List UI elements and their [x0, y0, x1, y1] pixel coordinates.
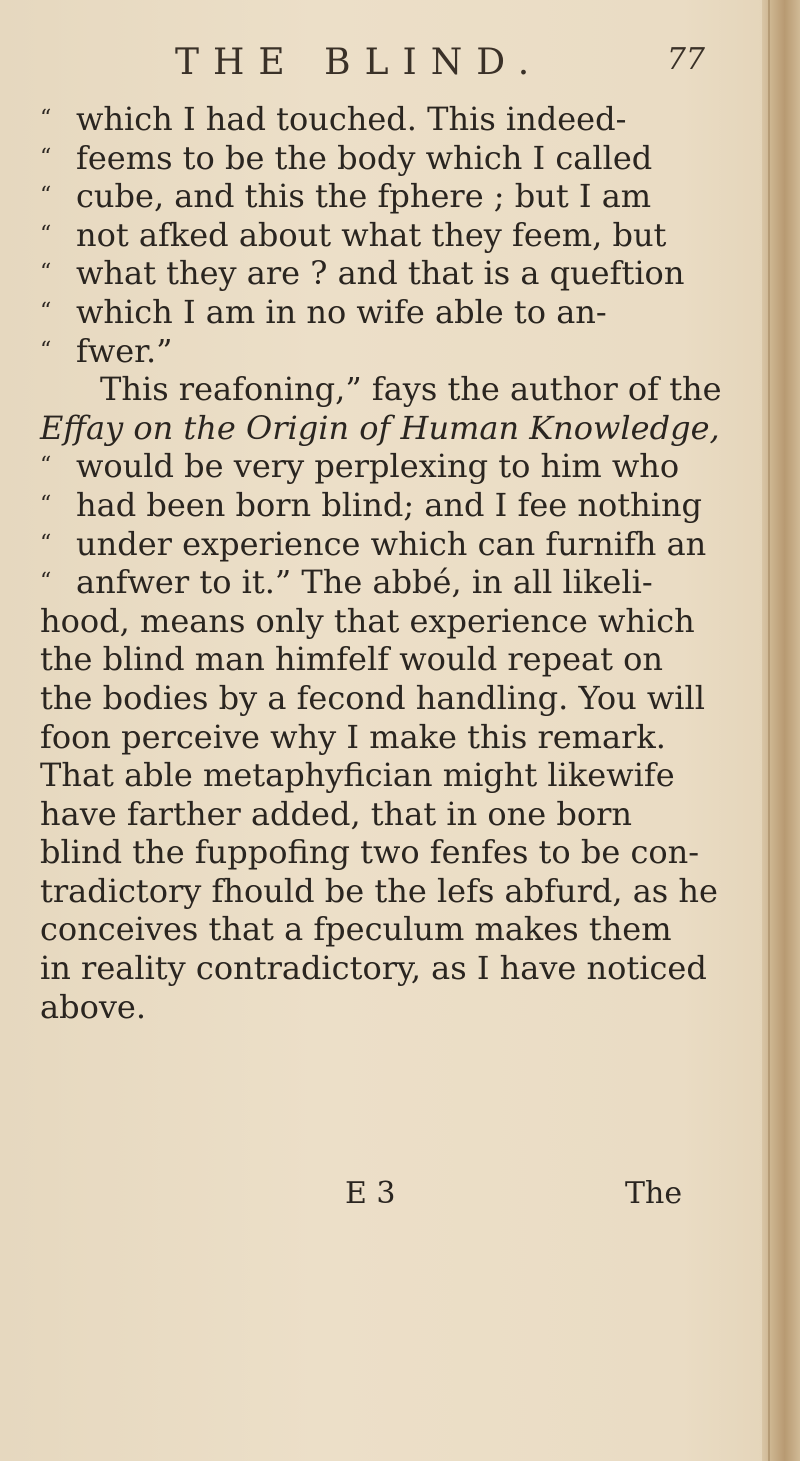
line-text: feems to be the body which I called — [76, 138, 653, 177]
text-line — [40, 756, 760, 795]
line-text: would be very perplexing to him who — [76, 447, 680, 486]
line-text: not afked about what they feem, but — [76, 215, 667, 254]
text-line — [40, 332, 760, 371]
quote-mark: “ — [40, 491, 52, 517]
signature-mark: E 3 — [345, 1176, 396, 1211]
line-text: hood, means only that experience which — [40, 601, 695, 640]
text-line — [40, 949, 760, 988]
line-text: what they are ? and that is a queftion — [76, 254, 685, 293]
text-line — [40, 833, 760, 872]
text-line — [40, 447, 760, 486]
quote-mark: “ — [40, 298, 52, 324]
running-head — [175, 42, 735, 82]
quote-mark: “ — [40, 106, 52, 131]
text-line — [40, 370, 760, 409]
text-line — [40, 910, 760, 949]
quote-mark: “ — [40, 260, 52, 286]
line-text: conceives that a fpeculum makes them — [40, 910, 672, 949]
text-line — [40, 216, 760, 255]
text-line — [40, 563, 760, 602]
line-text: foon perceive why I make this remark. — [40, 717, 666, 756]
text-line — [40, 525, 760, 564]
line-text: which I am in no wife able to an- — [76, 292, 607, 331]
line-text: blind the fuppofing two fenfes to be con- — [40, 833, 700, 872]
text-line — [40, 679, 760, 718]
text-line — [40, 409, 760, 448]
page-gutter — [762, 0, 800, 1461]
line-text: the bodies by a fecond handling. You will — [40, 678, 705, 717]
line-text: fwer.” — [76, 331, 173, 370]
text-line — [40, 254, 760, 293]
line-text: the blind man himfelf would repeat on — [40, 640, 664, 679]
catchword: The — [625, 1176, 683, 1211]
quote-mark: “ — [40, 183, 52, 209]
quote-mark: “ — [40, 453, 52, 479]
line-text: anfwer to it.” The abbé, in all likeli- — [76, 563, 653, 602]
running-head-title: THE BLIND. — [175, 42, 544, 83]
line-text: above. — [40, 987, 147, 1026]
line-text: had been born blind; and I fee nothing — [76, 485, 703, 524]
quote-mark: “ — [40, 221, 52, 247]
text-line — [40, 718, 760, 757]
quote-mark: “ — [40, 144, 52, 170]
text-line — [40, 640, 760, 679]
line-text: have farther added, that in one born — [40, 794, 633, 833]
text-line — [40, 139, 760, 178]
text-line — [40, 795, 760, 834]
quote-mark: “ — [40, 530, 52, 556]
line-text: cube, and this the fphere ; but I am — [76, 177, 652, 216]
line-text: Effay on the Origin of Human Knowledge, — [40, 408, 720, 447]
quote-mark: “ — [40, 569, 52, 595]
text-line — [40, 177, 760, 216]
text-line — [40, 100, 760, 139]
line-text: in reality contradictory, as I have noticed — [40, 949, 707, 988]
line-text: tradictory fhould be the lefs abfurd, as he — [40, 871, 718, 910]
page-number: 77 — [666, 42, 705, 77]
text-line — [40, 602, 760, 641]
text-line — [40, 486, 760, 525]
line-text: That able metaphyfician might likewife — [40, 756, 675, 795]
line-text: which I had touched. This indeed- — [76, 100, 627, 138]
text-line — [40, 872, 760, 911]
body-text — [40, 100, 760, 1026]
quote-mark: “ — [40, 337, 52, 363]
text-line — [40, 988, 760, 1027]
text-line — [40, 293, 760, 332]
line-text: This reafoning,” fays the author of the — [100, 370, 722, 409]
line-text: under experience which can furnifh an — [76, 524, 707, 563]
